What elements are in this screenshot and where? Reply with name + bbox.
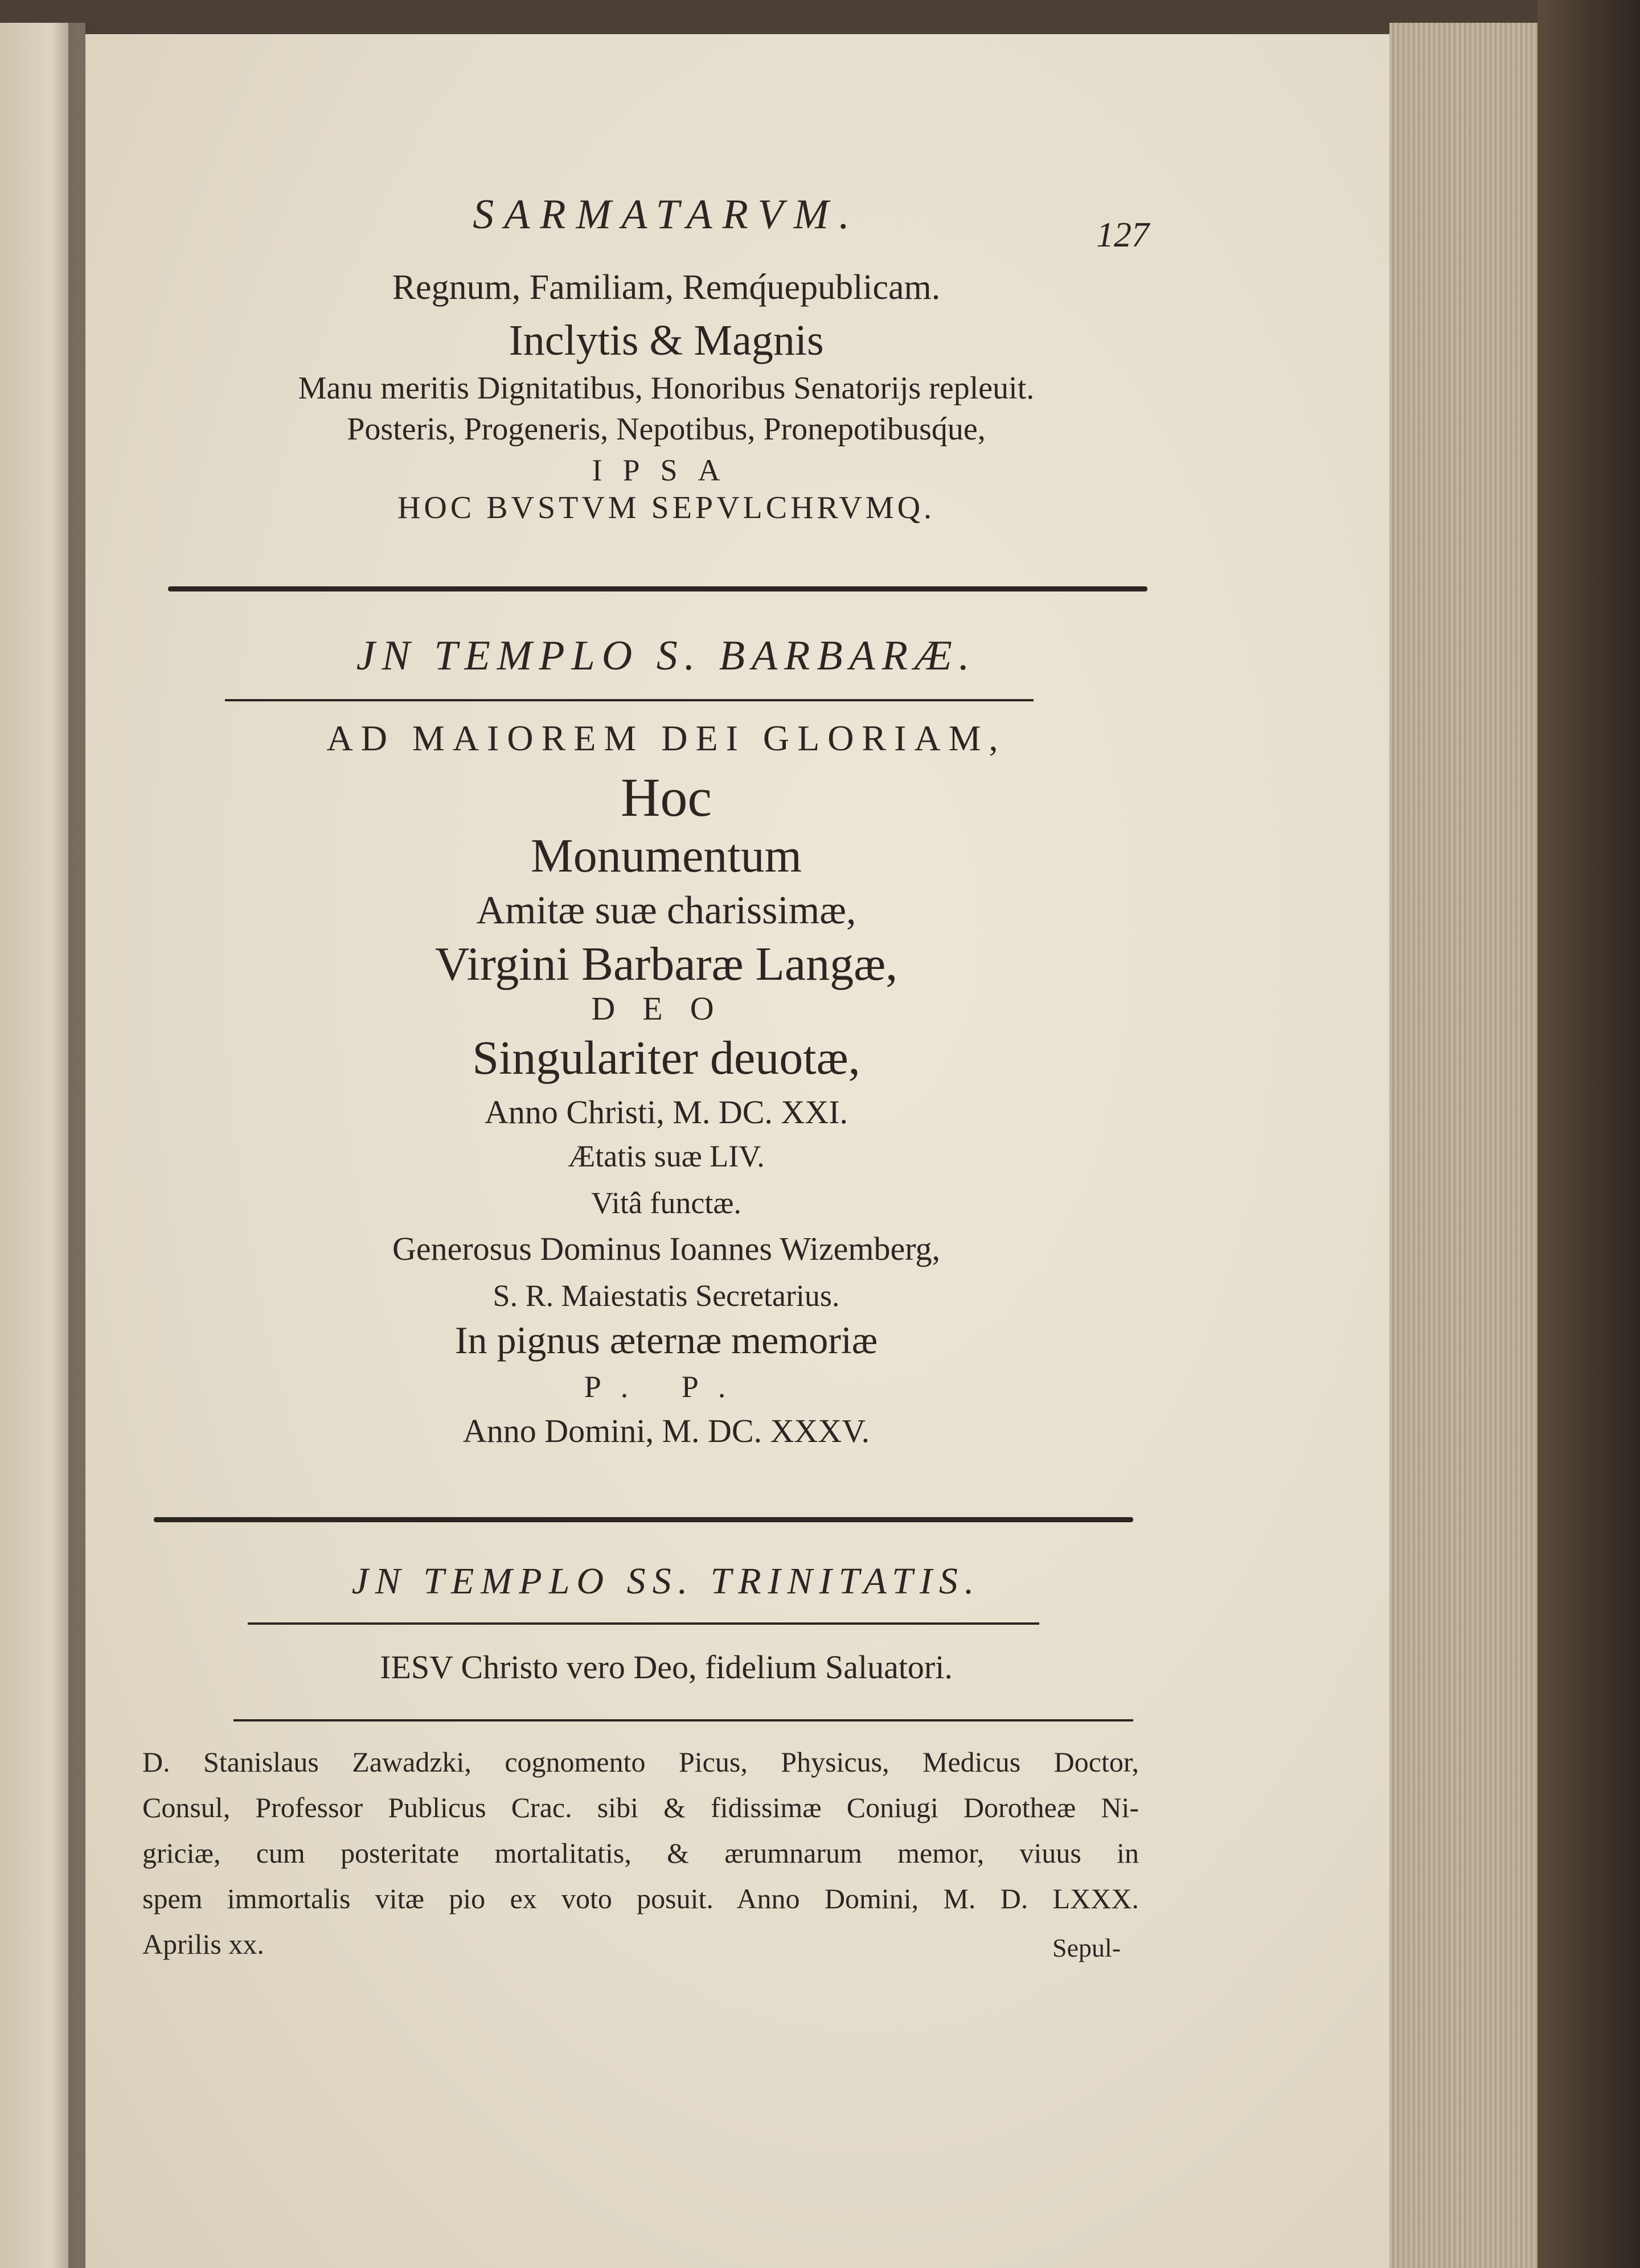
inscription-line: Ætatis suæ LIV. xyxy=(568,1139,765,1173)
paragraph-line: griciæ, cum posteritate mortalitatis, & ærumnarum memor, viuus in xyxy=(142,1837,1139,1869)
inscription-line: In pignus æternæ memoriæ xyxy=(454,1318,878,1362)
intro-line: Regnum, Familiam, Remq́uepublicam. xyxy=(392,268,941,307)
page-fore-edge xyxy=(1389,23,1538,2268)
inscription-line: Generosus Dominus Ioannes Wizemberg, xyxy=(392,1230,940,1267)
section-heading: JN TEMPLO SS. TRINITATIS. xyxy=(351,1560,981,1602)
inscription-line: AD MAIOREM DEI GLORIAM, xyxy=(326,718,1006,758)
inscription-line: Amitæ suæ charissimæ, xyxy=(476,889,856,932)
inscription-line: Anno Domini, M. DC. XXXV. xyxy=(462,1412,870,1449)
heading-underline xyxy=(248,1622,1039,1625)
dedication-line: IESV Christo vero Deo, fidelium Saluatori. xyxy=(380,1649,953,1686)
inscription-line: S. R. Maiestatis Secretarius. xyxy=(493,1279,840,1313)
intro-line: Inclytis & Magnis xyxy=(509,317,824,364)
inscription-line: Anno Christi, M. DC. XXI. xyxy=(484,1094,848,1131)
inscription-line: Virgini Barbaræ Langæ, xyxy=(434,938,898,991)
page-number: 127 xyxy=(1096,216,1149,254)
paragraph-line: Aprilis xx. xyxy=(142,1928,264,1960)
intro-line: Posteris, Progeneris, Nepotibus, Pronepotibusq́ue, xyxy=(347,412,986,447)
paragraph-line: Consul, Professor Publicus Crac. sibi & fidissimæ Coniugi Dorotheæ Ni- xyxy=(142,1792,1139,1823)
catchword: Sepul- xyxy=(1052,1933,1121,1962)
paragraph-line: D. Stanislaus Zawadzki, cognomento Picus, Physicus, Medicus Doctor, xyxy=(142,1746,1139,1778)
inscription-line: Hoc xyxy=(621,767,712,828)
inscription-line: Singulariter deuotæ, xyxy=(472,1032,860,1084)
book-cover-edge xyxy=(1538,0,1640,2268)
paragraph-line: spem immortalis vitæ pio ex voto posuit. Anno Domini, M. D. LXXX. xyxy=(142,1883,1139,1914)
inscription-line: DEO xyxy=(591,990,741,1027)
intro-line: HOC BVSTVM SEPVLCHRVMQ. xyxy=(397,490,936,525)
inscription-line: Monumentum xyxy=(531,829,802,882)
heading-underline xyxy=(225,699,1034,701)
intro-line: Manu meritis Dignitatibus, Honoribus Senatorijs repleuit. xyxy=(298,371,1035,406)
epitaph-paragraph xyxy=(142,1739,1139,1967)
inscription-line: P. P. xyxy=(584,1370,749,1404)
inscription-line: Vitâ functæ. xyxy=(591,1186,741,1220)
intro-line: IPSA xyxy=(592,453,741,487)
section-divider xyxy=(233,1719,1133,1721)
running-head: SARMATARVM. xyxy=(473,191,860,238)
section-divider xyxy=(168,586,1147,591)
section-divider xyxy=(154,1517,1133,1522)
section-heading: JN TEMPLO S. BARBARÆ. xyxy=(356,632,977,679)
